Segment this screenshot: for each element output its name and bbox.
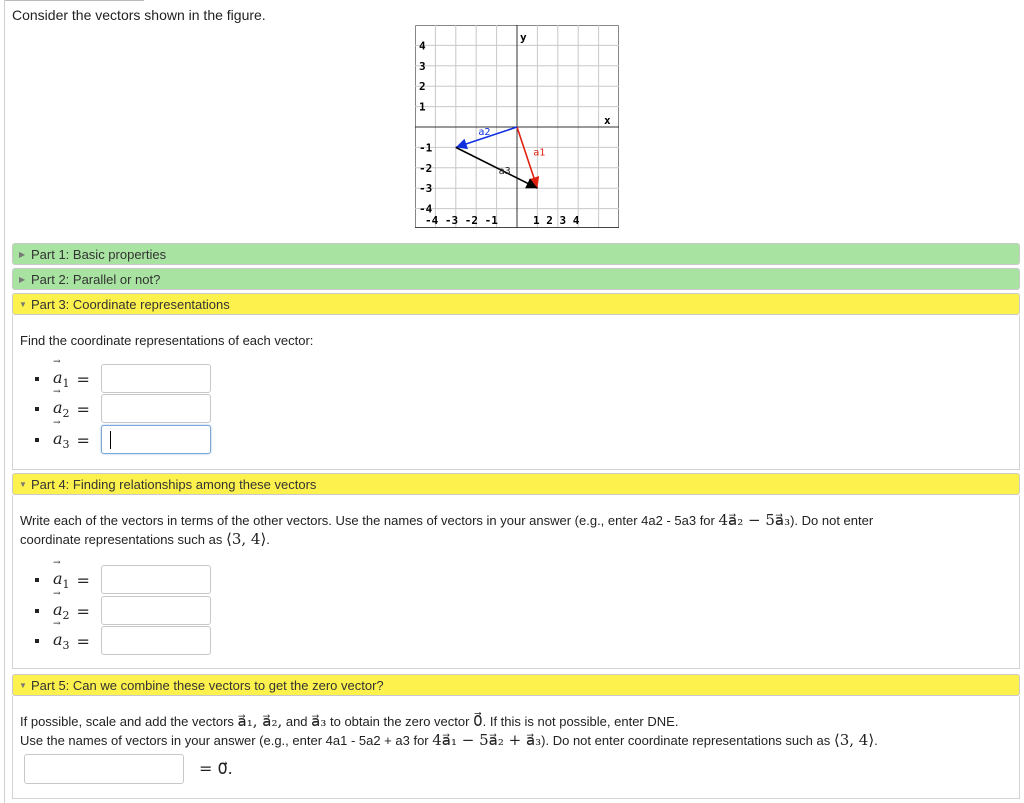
y-tick-label: -4	[419, 202, 433, 216]
part-3-row-a2: → $a_2$ =	[35, 394, 90, 424]
y-tick-label: 1	[419, 100, 426, 114]
x-tick-negative-labels: -4 -3 -2 -1	[425, 214, 498, 227]
part-4-answer-a2-input[interactable]	[101, 596, 211, 625]
intro-text: Consider the vectors shown in the figure.	[12, 7, 266, 23]
y-tick-label: 2	[419, 80, 426, 94]
part-3-title: Part 3: Coordinate representations	[31, 297, 230, 312]
caret-down-icon: ▼	[19, 300, 27, 309]
part-4-title: Part 4: Finding relationships among these vectors	[31, 477, 317, 492]
part-4-row-a1: → $a_1$ =	[35, 565, 90, 595]
y-tick-label: -1	[419, 141, 433, 155]
part-4-header[interactable]	[12, 473, 1020, 495]
y-tick-label: -2	[419, 161, 433, 175]
part-4-prompt: Write each of the vectors in terms of the other vectors. Use the names of vectors in your answer (e.g., enter 4a2 - 5a3 for 4a⃗₂ − 5a⃗₃). Do not enter coordinate representations such as ⟨3, 4⟩.	[20, 511, 874, 548]
vector-graph	[415, 25, 619, 228]
part-3-header[interactable]	[12, 293, 1020, 315]
vector-a1-label: a1	[533, 147, 546, 159]
y-tick-label: 3	[419, 59, 426, 73]
text-cursor	[110, 431, 111, 449]
caret-down-icon: ▼	[19, 681, 27, 690]
y-axis-label: y	[520, 31, 527, 44]
caret-down-icon: ▼	[19, 480, 27, 489]
part-4-answer-a1-input[interactable]	[101, 565, 211, 594]
caret-right-icon: ▶	[19, 250, 26, 259]
part-3-row-a3: → $a_3$ =	[35, 425, 90, 455]
y-tick-label: -3	[419, 182, 433, 196]
part-5-prompt: If possible, scale and add the vectors a⃗₁, a⃗₂, and a⃗₃ to obtain the zero vector 0⃗. If this is not possible, enter DNE. Use the names of vectors in your answer (e.g., enter 4a1 - 5a2 + a3 for 4a⃗₁ − 5a⃗₂ + a⃗₃). Do not enter coordinate representations such as ⟨3, 4⟩.	[20, 712, 878, 749]
part-1-header[interactable]	[12, 243, 1020, 265]
part-4-row-a3: → $a_3$ =	[35, 626, 90, 656]
part-2-header[interactable]	[12, 268, 1020, 290]
part-3-answer-a2-input[interactable]	[101, 394, 211, 423]
part-3-row-a1: → $a_1$ =	[35, 364, 90, 394]
part-3-answer-a1-input[interactable]	[101, 364, 211, 393]
part-5-title: Part 5: Can we combine these vectors to get the zero vector?	[31, 678, 384, 693]
x-axis-label: x	[604, 114, 611, 127]
part-1-title: Part 1: Basic properties	[31, 247, 167, 262]
part-3-prompt: Find the coordinate representations of each vector:	[20, 333, 314, 348]
part-4-row-a2: → $a_2$ =	[35, 596, 90, 626]
vector-figure	[415, 25, 619, 231]
part-3-answer-a3-input[interactable]	[101, 425, 211, 454]
part-4-answer-a3-input[interactable]	[101, 626, 211, 655]
part-5-header[interactable]	[12, 674, 1020, 696]
y-tick-label: 4	[419, 39, 426, 53]
part-2-title: Part 2: Parallel or not?	[31, 272, 161, 287]
vector-a2-label: a2	[478, 127, 491, 139]
part-5-answer-suffix: = 0⃗.	[199, 759, 233, 778]
caret-right-icon: ▶	[19, 275, 26, 284]
x-tick-positive-labels: 1 2 3 4	[533, 214, 580, 227]
part-5-answer-input[interactable]	[24, 754, 184, 784]
vector-a3-label: a3	[498, 165, 511, 177]
